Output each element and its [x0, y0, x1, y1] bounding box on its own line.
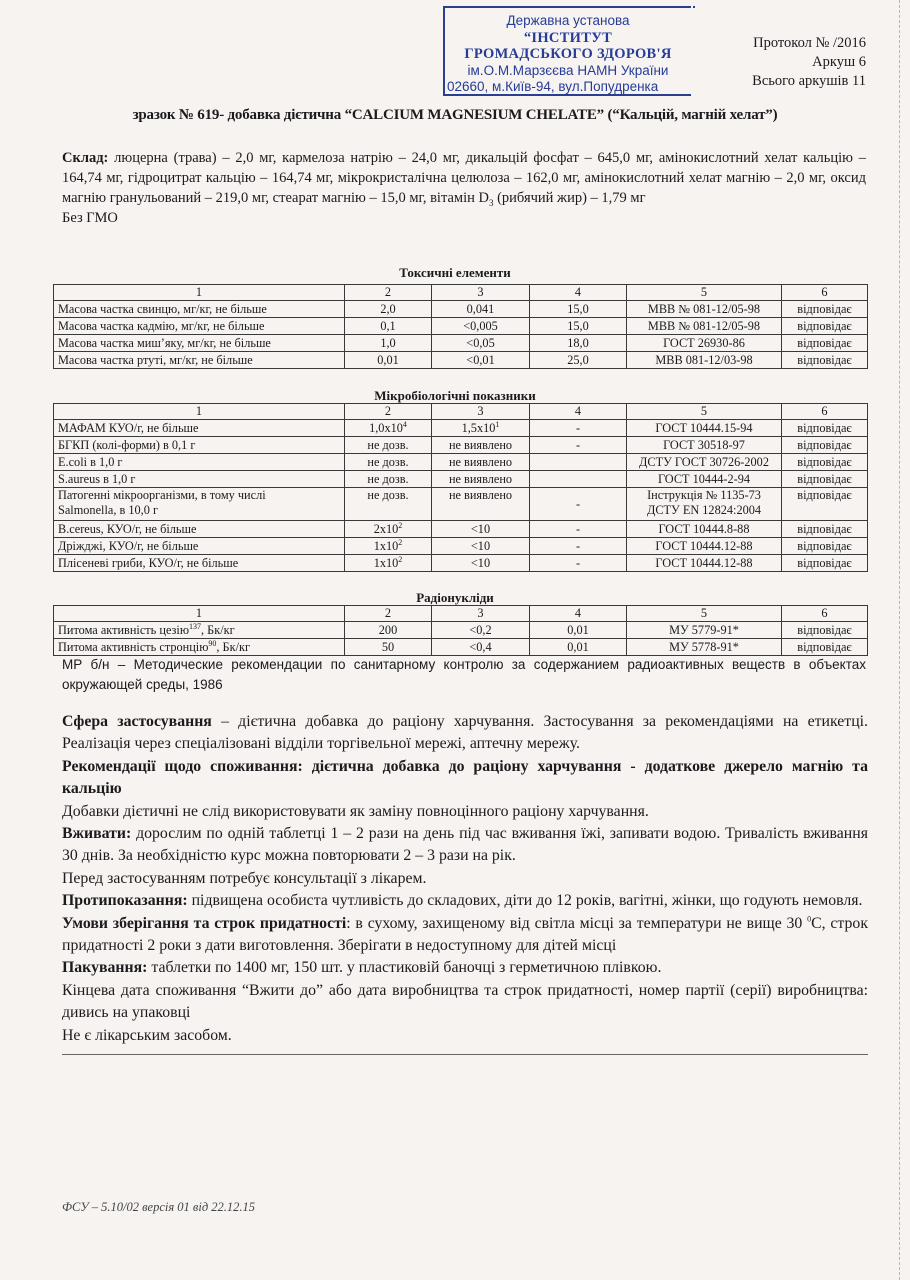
result-value: <0,005 — [432, 318, 530, 335]
radionuclides-title: Радіонукліди — [416, 590, 494, 605]
col-header: 3 — [432, 606, 530, 622]
form-version-footer: ФСУ – 5.10/02 версія 01 від 22.12.15 — [62, 1200, 256, 1214]
conformity: відповідає — [782, 622, 868, 639]
indicator-name — [54, 622, 345, 639]
table-row — [54, 318, 868, 335]
result-exponent: 1 — [495, 419, 500, 429]
error-value: 25,0 — [530, 352, 627, 369]
indicator-name: B.cereus, КУО/г, не більше — [54, 521, 345, 538]
norm-value: не дозв. — [345, 471, 432, 488]
storage-paragraph — [62, 913, 868, 958]
norm-value: не дозв. — [345, 437, 432, 454]
col-header: 2 — [345, 285, 432, 301]
indicator-base: Питома активність стронцію — [58, 639, 209, 654]
col-header: 3 — [432, 285, 530, 301]
result-value: <0,4 — [432, 639, 530, 656]
gmo-note: Без ГМО — [62, 210, 118, 226]
stamp-dotted-edge — [665, 6, 695, 8]
indicator-name: S.aureus в 1,0 г — [54, 471, 345, 488]
conformity: відповідає — [782, 521, 868, 538]
composition-label: Склад: — [62, 150, 109, 166]
method-standard: ГОСТ 10444.15-94 — [627, 420, 782, 437]
error-value: - — [530, 437, 627, 454]
composition-text-end: (рибячий жир) – 1,79 мг — [493, 190, 646, 206]
norm-value: 200 — [345, 622, 432, 639]
stamp-line-5: 02660, м.Київ-94, вул.Попудренка — [447, 79, 659, 94]
usage-label: Вживати: — [62, 825, 132, 843]
indicator-name — [54, 639, 345, 656]
method-standard: ГОСТ 10444.8-88 — [627, 521, 782, 538]
result-value: <10 — [432, 521, 530, 538]
conformity: відповідає — [782, 488, 868, 521]
method-standard: ГОСТ 26930-86 — [627, 335, 782, 352]
conformity: відповідає — [782, 335, 868, 352]
indicator-name: Масова частка кадмію, мг/кг, не більше — [54, 318, 345, 335]
contraindications-text: підвищена особиста чутливість до складових, діти до 12 років, вагітні, жінки, що годують немовля. — [187, 892, 863, 910]
col-header: 3 — [432, 404, 530, 420]
conformity: відповідає — [782, 538, 868, 555]
col-header: 4 — [530, 404, 627, 420]
table-row — [54, 454, 868, 471]
col-header: 4 — [530, 606, 627, 622]
norm-value: не дозв. — [345, 454, 432, 471]
method-standard: ГОСТ 10444.12-88 — [627, 555, 782, 572]
packaging-text: таблетки по 1400 мг, 150 шт. у пластиковій баночці з герметичною плівкою. — [147, 959, 662, 977]
d3-subscript: 3 — [488, 197, 494, 208]
microbiological-table — [53, 403, 868, 572]
conformity: відповідає — [782, 352, 868, 369]
result-value: не виявлено — [432, 454, 530, 471]
result-value: не виявлено — [432, 437, 530, 454]
conformity: відповідає — [782, 318, 868, 335]
storage-label: Умови зберігання та строк придатності — [62, 914, 347, 932]
contraindications-label: Протипоказання: — [62, 892, 188, 910]
norm-value — [345, 538, 432, 555]
error-value: - — [530, 420, 627, 437]
radionuclides-table — [53, 605, 868, 656]
composition — [62, 148, 866, 228]
col-header: 6 — [782, 606, 868, 622]
table-row — [54, 301, 868, 318]
composition-text: люцерна (трава) – 2,0 мг, кармелоза натрію – 24,0 мг, дикальцій фосфат – 645,0 мг, амінокислотний хелат кальцію – 164,74 мг, гідроцитрат кальцію – 164,74 мг, мікрокристалічна целюлоза – 162,0 мг, амінокислотний хелат магнію – 2,0 мг, оксид магнію гранульований – 219,0 мг, стеарат магнію – 15,0 мг, вітамін D — [62, 150, 866, 206]
error-value: - — [530, 488, 627, 521]
sheet-total: Всього аркушів 11 — [752, 73, 866, 89]
stamp-line-1: Державна установа — [506, 13, 630, 28]
error-value: 15,0 — [530, 318, 627, 335]
usage-text: дорослим по одній таблетці 1 – 2 рази на день під час вживання їжі, запивати водою. Тривалість вживання 30 днів. За необхідністю курс можна повторювати 2 – 3 рази на рік. — [62, 825, 868, 865]
radionuclides-footnote: МР б/н – Методические рекомендации по санитарному контролю за содержанием радиоактивных веществ в объектах окружающей среды, 1986 — [62, 657, 866, 692]
method-standard: МУ 5778-91* — [627, 639, 782, 656]
scope-paragraph — [62, 711, 868, 756]
method-standard: МУ 5779-91* — [627, 622, 782, 639]
recommendation-paragraph — [62, 756, 868, 801]
table-header-row — [54, 606, 868, 622]
col-header: 6 — [782, 404, 868, 420]
stamp-line-3: ГРОМАДСЬКОГО ЗДОРОВ'Я — [464, 46, 672, 62]
indicator-unit: , Бк/кг — [201, 622, 235, 637]
indicator-name-line2: Salmonella, в 10,0 г — [58, 503, 158, 517]
table-row — [54, 538, 868, 555]
col-header: 1 — [54, 606, 345, 622]
error-value: 18,0 — [530, 335, 627, 352]
usage-sections — [62, 711, 868, 1047]
col-header: 1 — [54, 285, 345, 301]
storage-text-end: С, строк придатності 2 роки з дати виготовлення. Зберігати в недоступному для дітей місці — [62, 914, 868, 955]
norm-base: 1,0x10 — [369, 420, 403, 435]
norm-value: 2,0 — [345, 301, 432, 318]
expiry-paragraph: Кінцева дата споживання “Вжити до” або дата виробництва та строк придатності, номер партії (серії) виробництва: дивись на упаковці — [62, 981, 868, 1022]
result-base: 1,5x10 — [461, 420, 496, 435]
norm-base: 1x10 — [373, 555, 399, 570]
conformity: відповідає — [782, 454, 868, 471]
error-value: 0,01 — [530, 639, 627, 656]
result-value: <0,05 — [432, 335, 530, 352]
norm-base: 2x10 — [373, 521, 399, 536]
indicator-name-line1: Патогенні мікроорганізми, в тому числі — [58, 488, 266, 502]
indicator-name: БГКП (колі-форми) в 0,1 г — [54, 437, 345, 454]
result-value: <10 — [432, 555, 530, 572]
norm-base: 1x10 — [373, 538, 399, 553]
sheet-number: Аркуш 6 — [812, 54, 866, 70]
table-row — [54, 437, 868, 454]
method-standard: МВВ 081-12/03-98 — [627, 352, 782, 369]
not-replace-paragraph: Добавки дієтичні не слід використовувати як заміну повноцінного раціону харчування. — [62, 802, 649, 820]
method-standard: ГОСТ 10444-2-94 — [627, 471, 782, 488]
result-value: <10 — [432, 538, 530, 555]
indicator-name: Масова частка ртуті, мг/кг, не більше — [54, 352, 345, 369]
method-standard — [627, 488, 782, 521]
table-row — [54, 488, 868, 521]
result-value: не виявлено — [432, 471, 530, 488]
table-row — [54, 555, 868, 572]
col-header: 5 — [627, 606, 782, 622]
conformity: відповідає — [782, 301, 868, 318]
norm-value — [345, 521, 432, 538]
stamp-line-4: ім.О.М.Марзєєва НАМН України — [467, 62, 669, 78]
norm-value: 1,0 — [345, 335, 432, 352]
col-header: 2 — [345, 606, 432, 622]
institution-stamp — [443, 6, 691, 96]
error-value: - — [530, 555, 627, 572]
conformity: відповідає — [782, 639, 868, 656]
method-standard: МВВ № 081-12/05-98 — [627, 301, 782, 318]
norm-exponent: 4 — [402, 419, 407, 429]
result-value — [432, 420, 530, 437]
indicator-name: МАФАМ КУО/г, не більше — [54, 420, 345, 437]
indicator-name: Плісеневі гриби, КУО/г, не більше — [54, 555, 345, 572]
scope-label: Сфера застосування — [62, 713, 212, 730]
table-row — [54, 471, 868, 488]
recommendation-label: Рекомендації щодо споживання: дієтична добавка до раціону харчування - додаткове джерело магнію та кальцію — [62, 757, 868, 798]
isotope-number: 137 — [189, 621, 202, 631]
col-header: 5 — [627, 404, 782, 420]
table-header-row — [54, 404, 868, 420]
method-standard: ГОСТ 10444.12-88 — [627, 538, 782, 555]
table-row — [54, 521, 868, 538]
microbiological-title: Мікробіологічні показники — [374, 388, 536, 403]
table-row — [54, 622, 868, 639]
scope-text: – дієтична добавка до раціону харчування. Застосування за рекомендаціями на етикетці. Реалізація через спеціалізовані відділи торгівельної мережі, аптечну мережу. — [62, 713, 868, 753]
col-header: 2 — [345, 404, 432, 420]
protocol-number: Протокол № /2016 — [753, 35, 866, 51]
conformity: відповідає — [782, 555, 868, 572]
toxic-elements-title: Токсичні елементи — [399, 265, 511, 280]
method-standard: МВВ № 081-12/05-98 — [627, 318, 782, 335]
consult-paragraph: Перед застосуванням потребує консультації з лікарем. — [62, 869, 427, 887]
storage-text: : в сухому, захищеному від світла місці за температури не вище 30 — [346, 914, 808, 932]
error-value — [530, 471, 627, 488]
indicator-name: Масова частка миш’яку, мг/кг, не більше — [54, 335, 345, 352]
table-row — [54, 639, 868, 656]
error-value: - — [530, 521, 627, 538]
result-value: 0,041 — [432, 301, 530, 318]
page-edge — [898, 0, 900, 1280]
not-drug-paragraph: Не є лікарським засобом. — [62, 1026, 232, 1044]
packaging-label: Пакування: — [62, 959, 148, 977]
indicator-base: Питома активність цезію — [58, 622, 190, 637]
method-standard: ГОСТ 30518-97 — [627, 437, 782, 454]
error-value: 15,0 — [530, 301, 627, 318]
table-row — [54, 420, 868, 437]
indicator-name: E.coli в 1,0 г — [54, 454, 345, 471]
method-standard: ДСТУ ГОСТ 30726-2002 — [627, 454, 782, 471]
result-value: <0,01 — [432, 352, 530, 369]
sample-title: зразок № 619- добавка дієтична “CALCIUM MAGNESIUM CHELATE” (“Кальцій, магній хелат”) — [132, 107, 778, 123]
col-header: 4 — [530, 285, 627, 301]
norm-value: 0,1 — [345, 318, 432, 335]
col-header: 1 — [54, 404, 345, 420]
degree-sign: 0 — [807, 914, 812, 924]
norm-value — [345, 555, 432, 572]
contraindications-paragraph — [62, 890, 868, 912]
norm-value — [345, 420, 432, 437]
indicator-name: Масова частка свинцю, мг/кг, не більше — [54, 301, 345, 318]
stamp-line-2: “ІНСТИТУТ — [523, 29, 613, 46]
col-header: 6 — [782, 285, 868, 301]
error-value: 0,01 — [530, 622, 627, 639]
table-row — [54, 335, 868, 352]
packaging-paragraph — [62, 957, 868, 979]
protocol-info — [752, 34, 866, 91]
conformity: відповідає — [782, 420, 868, 437]
indicator-unit: , Бк/кг — [216, 639, 251, 654]
conformity: відповідає — [782, 437, 868, 454]
error-value — [530, 454, 627, 471]
norm-value: 0,01 — [345, 352, 432, 369]
indicator-name — [54, 488, 345, 521]
norm-exponent: 2 — [398, 554, 403, 564]
bottom-divider — [62, 1054, 868, 1055]
norm-exponent: 2 — [398, 520, 403, 530]
conformity: відповідає — [782, 471, 868, 488]
result-value: не виявлено — [432, 488, 530, 521]
norm-value: не дозв. — [345, 488, 432, 521]
indicator-name: Дріжджі, КУО/г, не більше — [54, 538, 345, 555]
norm-exponent: 2 — [398, 537, 403, 547]
result-value: <0,2 — [432, 622, 530, 639]
col-header: 5 — [627, 285, 782, 301]
toxic-elements-table — [53, 284, 868, 369]
isotope-number: 90 — [208, 638, 217, 648]
method-line1: Інструкція № 1135-73 — [647, 488, 761, 502]
norm-value: 50 — [345, 639, 432, 656]
table-header-row — [54, 285, 868, 301]
method-line2: ДСТУ EN 12824:2004 — [646, 503, 762, 517]
usage-paragraph — [62, 823, 868, 868]
table-row — [54, 352, 868, 369]
error-value: - — [530, 538, 627, 555]
